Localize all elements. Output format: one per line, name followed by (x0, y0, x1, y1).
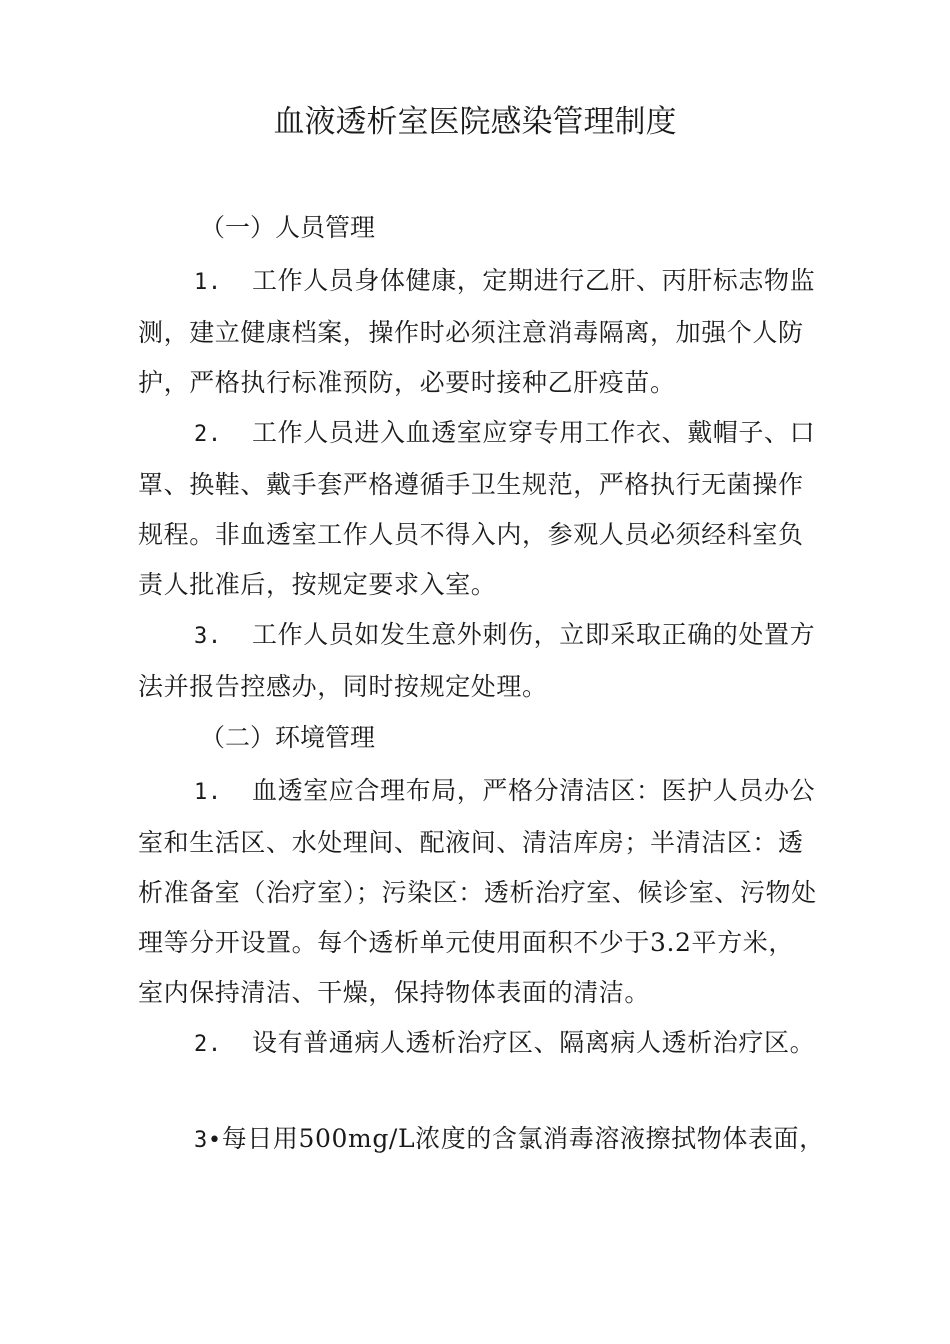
paragraph (138, 1018, 818, 1070)
item-text: 血透室应合理布局，严格分清洁区：医护人员办公室和生活区、水处理间、配液间、清洁库房；半清洁区：透析准备室（治疗室）；污染区：透析治疗室、候诊室、污物处理等分开设置。每个透析单元使用面积不少于3.2平方米，室内保持清洁、干燥，保持物体表面的清洁。 (138, 776, 817, 1007)
document-title: 血液透析室医院感染管理制度 (273, 104, 677, 140)
item-number: 1. (194, 780, 222, 805)
item-number: 3• (194, 1128, 222, 1153)
item-number: 2. (194, 1032, 222, 1057)
paragraph (138, 610, 818, 712)
item-text: 工作人员如发生意外刺伤，立即采取正确的处置方法并报告控感办，同时按规定处理。 (138, 620, 816, 701)
item-text: 每日用500mg/L浓度的含氯消毒溶液擦拭物体表面， (221, 1124, 825, 1153)
item-text: 工作人员身体健康，定期进行乙肝、丙肝标志物监测，建立健康档案，操作时必须注意消毒隔离，加强个人防护，严格执行标准预防，必要时接种乙肝疫苗。 (138, 266, 816, 397)
item-number: 3. (194, 624, 222, 649)
spacer (138, 1070, 818, 1114)
paragraph (138, 766, 818, 1018)
item-number: 2. (194, 422, 222, 447)
item-text: 工作人员进入血透室应穿专用工作衣、戴帽子、口罩、换鞋、戴手套严格遵循手卫生规范，严格执行无菌操作规程。非血透室工作人员不得入内，参观人员必须经科室负责人批准后，按规定要求入室。 (138, 418, 816, 599)
item-text: 设有普通病人透析治疗区、隔离病人透析治疗区。 (252, 1028, 816, 1057)
document-body (138, 206, 825, 1166)
paragraph (138, 408, 818, 610)
section-heading-personnel: （一）人员管理 (200, 213, 376, 242)
section-heading-environment: （二）环境管理 (200, 723, 376, 752)
item-number: 1. (194, 270, 222, 295)
paragraph (138, 1114, 825, 1166)
paragraph (138, 256, 818, 408)
